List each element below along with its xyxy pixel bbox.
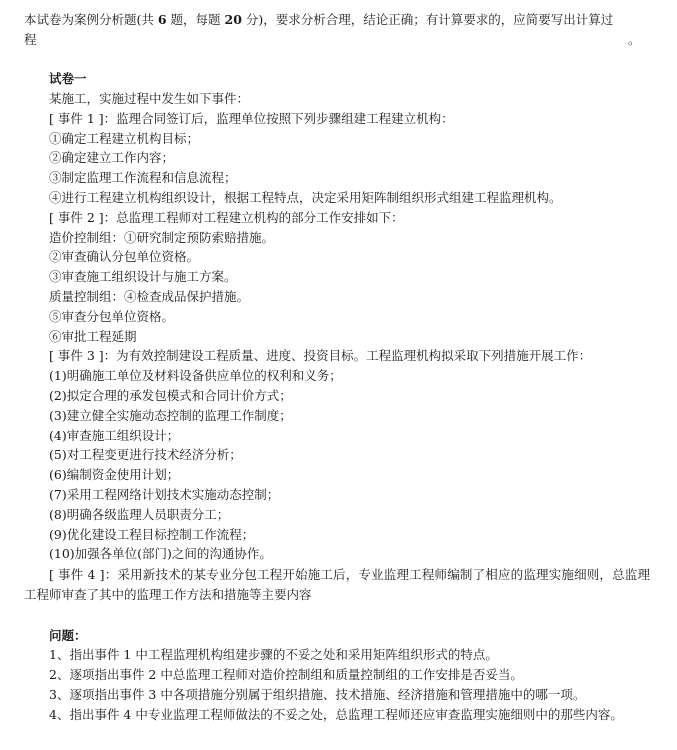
text-line: [ 事件 2 ]：总监理工程师对工程建立机构的部分工作安排如下： bbox=[49, 209, 404, 225]
question-item: 1、指出事件 1 中工程监理机构组建步骤的不妥之处和采用矩阵组织形式的特点。 bbox=[49, 647, 498, 662]
question-4: 4、指出事件 4 中专业监理工程师做法的不妥之处，总监理工程师还应审查监理实施细则中的那些内容。 bbox=[49, 707, 623, 722]
text-line: ②审查确认分包单位资格。 bbox=[49, 249, 200, 265]
text-line: ②确定建立工作内容； bbox=[49, 150, 175, 166]
section-title: 试卷一 bbox=[49, 71, 87, 86]
text-line: (3)建立健全实施动态控制的监理工作制度； bbox=[49, 407, 292, 423]
text-line: 造价控制组：①研究制定预防索赔措施。 bbox=[49, 229, 275, 245]
text-line: ③制定监理工作流程和信息流程； bbox=[49, 170, 237, 186]
text-line: (1)明确施工单位及材料设备供应单位的权利和义务； bbox=[49, 368, 342, 384]
text-line: (10)加强各单位(部门)之间的沟通协作。 bbox=[49, 546, 272, 562]
text-line: [ 事件 1 ]：监理合同签订后，监理单位按照下列步骤组建工程建立机构： bbox=[49, 110, 454, 126]
text-line: (4)审查施工组织设计； bbox=[49, 427, 180, 443]
text-line: (7)采用工程网络计划技术实施动态控制； bbox=[49, 487, 280, 502]
text-line: 质量控制组：④检查成品保护措施。 bbox=[49, 289, 250, 304]
intro-text-1: 本试卷为案例分析题(共 bbox=[24, 12, 158, 27]
intro-continuation: 程 bbox=[24, 32, 37, 47]
questions-title: 问题： bbox=[49, 628, 87, 643]
text-line: [ 事件 3 ]：为有效控制建设工程质量、进度、投资目标。工程监理机构拟采取下列措施开展工作： bbox=[49, 348, 592, 364]
text-line: 某施工，实施过程中发生如下事件： bbox=[49, 91, 250, 106]
text-line: ⑥审批工程延期 bbox=[49, 328, 137, 344]
question-item: 2、逐项指出事件 2 中总监理工程师对造价控制组和质量控制组的工作安排是否妥当。 bbox=[49, 667, 523, 682]
text-line: (5)对工程变更进行技术经济分析； bbox=[49, 447, 242, 463]
intro-text-3: 分)，要求分析合理，结论正确；有计算要求的，应简要写出计算过 bbox=[241, 12, 614, 27]
event-4-paragraph: [ 事件 4 ]：采用新技术的某专业分包工程开始施工后，专业监理工程师编制了相应的监理实施细则，总监理工程师审查了其中的监理工作方法和措施等主要内容 bbox=[24, 567, 650, 602]
text-line: ⑤审查分包单位资格。 bbox=[49, 308, 175, 324]
question-points: 20 bbox=[224, 12, 242, 27]
question-item: 3、逐项指出事件 3 中各项措施分别属于组织措施、技术措施、经济措施和管理措施中的哪一项。 bbox=[49, 687, 586, 702]
question-count: 6 bbox=[157, 12, 167, 27]
intro-period: 。 bbox=[628, 32, 641, 47]
text-line: ③审查施工组织设计与施工方案。 bbox=[49, 269, 237, 285]
text-line: ④进行工程建立机构组织设计，根据工程特点，决定采用矩阵制组织形式组建工程监理机构。 bbox=[49, 190, 562, 205]
text-line: (9)优化建设工程目标控制工作流程； bbox=[49, 526, 255, 542]
text-line: (2)拟定合理的承发包模式和合同计价方式； bbox=[49, 388, 292, 403]
text-line: (8)明确各级监理人员职责分工； bbox=[49, 506, 230, 522]
intro-paragraph bbox=[24, 10, 650, 30]
intro-text-2: 题，每题 bbox=[166, 12, 225, 27]
text-line: (6)编制资金使用计划； bbox=[49, 467, 180, 483]
text-line: ①确定工程建立机构目标； bbox=[49, 130, 200, 146]
